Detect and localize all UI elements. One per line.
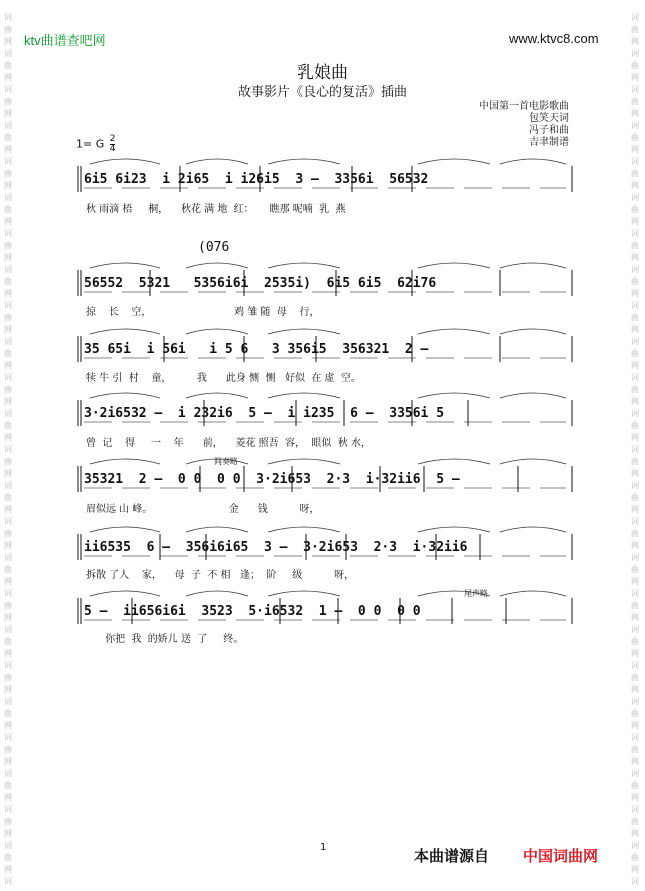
watermark-char: 网	[631, 577, 639, 586]
time-denominator: 4	[109, 144, 116, 154]
watermark-char: 网	[4, 685, 12, 694]
watermark-char: 曲	[631, 313, 639, 322]
watermark-char: 词	[4, 85, 12, 94]
watermark-char: 曲	[631, 565, 639, 574]
watermark-char: 网	[4, 181, 12, 190]
watermark-char: 词	[4, 337, 12, 346]
score-line-1-notes: 6i5 6i23 i 2i65 i i26i5 3 — 3356i 56532	[84, 172, 429, 187]
watermark-char: 网	[631, 757, 639, 766]
slur	[500, 329, 566, 334]
watermark-char: 网	[4, 325, 12, 334]
watermark-char: 曲	[631, 133, 639, 142]
slur	[268, 263, 340, 268]
watermark-char: 网	[631, 505, 639, 514]
watermark-char: 词	[631, 193, 639, 202]
slur	[418, 159, 490, 164]
watermark-char: 曲	[4, 709, 12, 718]
outro-note: 尾声略	[464, 589, 488, 598]
score-line-6-lyrics: 拆散 了人 家， 母 子 不 相 逢； 阶 级 呀，	[86, 570, 355, 581]
score-line-7-notes: 5 — ii656i6i 3523 5·i6532 1 — 0 0 0 0	[84, 604, 421, 619]
watermark-char: 曲	[631, 97, 639, 106]
interlude-note: 间奏略	[214, 457, 238, 466]
page-number: 1	[320, 842, 327, 853]
slur	[418, 329, 490, 334]
watermark-char: 网	[4, 397, 12, 406]
watermark-char: 曲	[631, 673, 639, 682]
watermark-char: 曲	[4, 349, 12, 358]
watermark-char: 词	[4, 769, 12, 778]
slur	[268, 329, 340, 334]
watermark-char: 曲	[4, 385, 12, 394]
site-url[interactable]: www.ktvc8.com	[509, 31, 599, 46]
watermark-char: 词	[631, 229, 639, 238]
watermark-char: 网	[631, 721, 639, 730]
watermark-char: 词	[4, 805, 12, 814]
watermark-char: 网	[4, 865, 12, 874]
score-line-4-lyrics: 曾 记 得 一 年 前， 菱花 照吾 容， 眼似 秋 水，	[86, 438, 371, 449]
slur	[418, 459, 490, 464]
score-line-5-lyrics: 眉似远 山 峰。 金 钱 呀，	[86, 504, 320, 515]
watermark-char: 词	[631, 805, 639, 814]
slur	[90, 159, 160, 164]
watermark-char: 词	[631, 481, 639, 490]
watermark-char: 网	[631, 649, 639, 658]
watermark-char: 网	[4, 505, 12, 514]
watermark-char: 曲	[4, 133, 12, 142]
watermark-char: 曲	[631, 745, 639, 754]
watermark-char: 网	[4, 721, 12, 730]
score-line-2-notes: 56552 5321 5356i6i 2535i) 6i5 6i5 62i76	[84, 276, 437, 291]
watermark-char: 曲	[4, 745, 12, 754]
slur	[186, 329, 248, 334]
watermark-char: 网	[631, 217, 639, 226]
watermark-char: 词	[631, 445, 639, 454]
source-link[interactable]: 中国词曲网	[523, 847, 599, 865]
watermark-char: 词	[4, 193, 12, 202]
watermark-char: 曲	[4, 601, 12, 610]
watermark-char: 网	[631, 73, 639, 82]
watermark-char: 网	[631, 469, 639, 478]
slur	[186, 393, 248, 398]
credit-line: 包笑天词	[529, 113, 569, 124]
watermark-char: 曲	[631, 241, 639, 250]
watermark-char: 词	[631, 337, 639, 346]
watermark-char: 网	[4, 649, 12, 658]
slur	[268, 393, 340, 398]
time-numerator: 2	[109, 134, 116, 144]
watermark-char: 曲	[4, 205, 12, 214]
watermark-char: 词	[631, 85, 639, 94]
watermark-char: 曲	[631, 421, 639, 430]
slur	[268, 459, 340, 464]
slur	[418, 393, 490, 398]
watermark-char: 曲	[631, 205, 639, 214]
watermark-char: 词	[4, 445, 12, 454]
watermark-char: 网	[4, 361, 12, 370]
watermark-char: 词	[4, 373, 12, 382]
watermark-char: 网	[4, 793, 12, 802]
slur	[500, 459, 566, 464]
watermark-char: 曲	[4, 565, 12, 574]
watermark-char: 词	[631, 409, 639, 418]
watermark-char: 词	[4, 589, 12, 598]
watermark-char: 曲	[4, 781, 12, 790]
watermark-char: 曲	[4, 313, 12, 322]
watermark-char: 网	[631, 433, 639, 442]
watermark-char: 曲	[4, 61, 12, 70]
watermark-char: 网	[4, 217, 12, 226]
credit-line: 中国第一首电影歌曲	[479, 101, 569, 112]
slur	[500, 591, 566, 596]
watermark-char: 曲	[631, 457, 639, 466]
watermark-char: 曲	[4, 673, 12, 682]
watermark-char: 曲	[631, 385, 639, 394]
watermark-char: 网	[4, 613, 12, 622]
watermark-char: 网	[631, 253, 639, 262]
watermark-char: 词	[631, 733, 639, 742]
watermark-char: 网	[4, 145, 12, 154]
watermark-char: 网	[631, 109, 639, 118]
slur	[90, 393, 160, 398]
score-line-2-lyrics: 掠 长 空， 鸡 雏 随 母 行，	[86, 307, 320, 318]
watermark-char: 曲	[631, 853, 639, 862]
slur	[268, 591, 340, 596]
watermark-char: 词	[4, 481, 12, 490]
watermark-char: 词	[4, 697, 12, 706]
watermark-char: 网	[631, 865, 639, 874]
watermark-char: 曲	[631, 169, 639, 178]
watermark-char: 曲	[631, 529, 639, 538]
score-line-3-notes: 35 65i i 56i i 5 6 3 356i5 356321 2 —	[84, 342, 429, 357]
watermark-char: 词	[4, 625, 12, 634]
source-label: 本曲谱源自	[414, 847, 490, 865]
watermark-char: 网	[4, 289, 12, 298]
watermark-char: 曲	[4, 457, 12, 466]
song-subtitle: 故事影片《良心的复活》插曲	[237, 85, 407, 100]
watermark-char: 曲	[4, 529, 12, 538]
slur	[186, 459, 248, 464]
watermark-char: 网	[4, 469, 12, 478]
watermark-char: 词	[631, 769, 639, 778]
score-line-6-notes: ii6535 6 — 356i6i65 3 — 3·2i653 2·3 i·32ii6	[84, 540, 468, 555]
watermark-char: 网	[4, 109, 12, 118]
watermark-char: 曲	[631, 709, 639, 718]
slur	[90, 329, 160, 334]
watermark-char: 曲	[4, 97, 12, 106]
watermark-char: 词	[4, 13, 12, 22]
watermark-char: 词	[631, 661, 639, 670]
watermark-char: 词	[4, 229, 12, 238]
watermark-char: 词	[631, 517, 639, 526]
watermark-char: 词	[631, 265, 639, 274]
watermark-char: 曲	[4, 817, 12, 826]
watermark-char: 网	[631, 361, 639, 370]
site-brand[interactable]: ktv曲谱查吧网	[24, 33, 106, 48]
watermark-char: 网	[631, 397, 639, 406]
watermark-char: 词	[631, 13, 639, 22]
slur	[90, 459, 160, 464]
watermark-char: 词	[631, 625, 639, 634]
watermark-char: 网	[631, 37, 639, 46]
slur	[186, 591, 248, 596]
slur	[90, 263, 160, 268]
score-line-5-notes: 35321 2 — 0 0 0 0 3·2i653 2·3 i·32ii6 5 —	[84, 472, 460, 487]
watermark-char: 曲	[631, 493, 639, 502]
watermark-char: 词	[4, 121, 12, 130]
watermark-char: 词	[631, 301, 639, 310]
watermark-char: 词	[4, 517, 12, 526]
watermark-char: 网	[4, 829, 12, 838]
slur	[268, 159, 340, 164]
credit-line: 冯子和曲	[529, 125, 569, 136]
watermark-char: 词	[4, 49, 12, 58]
slur	[268, 527, 340, 532]
watermark-char: 曲	[4, 637, 12, 646]
watermark-char: 曲	[631, 25, 639, 34]
watermark-char: 网	[4, 73, 12, 82]
watermark-char: 网	[631, 181, 639, 190]
song-title: 乳娘曲	[297, 63, 348, 83]
watermark-char: 网	[4, 577, 12, 586]
score-line-2-prefix: (076	[198, 240, 230, 255]
watermark-char: 词	[4, 733, 12, 742]
watermark-char: 曲	[4, 169, 12, 178]
watermark-char: 网	[631, 829, 639, 838]
slur	[500, 159, 566, 164]
watermark-char: 词	[631, 877, 639, 886]
watermark-char: 网	[4, 541, 12, 550]
watermark-char: 曲	[4, 853, 12, 862]
watermark-char: 词	[4, 409, 12, 418]
watermark-char: 曲	[4, 421, 12, 430]
watermark-char: 词	[631, 553, 639, 562]
watermark-char: 网	[631, 289, 639, 298]
slur	[500, 263, 566, 268]
score-line-4-notes: 3·2i6532 — i 232i6 5 — i i235 6 — 3356i 5	[84, 406, 445, 421]
watermark-char: 网	[631, 685, 639, 694]
key-label: 1= G	[76, 137, 105, 151]
watermark-char: 词	[4, 157, 12, 166]
watermark-char: 词	[4, 301, 12, 310]
score-line-1-lyrics: 秋 雨滴 梧 桐， 秋花 满 地 红： 瞧那 呢喃 乳 燕	[86, 204, 346, 215]
watermark-char: 网	[631, 793, 639, 802]
watermark-char: 词	[4, 661, 12, 670]
slur	[90, 527, 160, 532]
watermark-char: 曲	[631, 637, 639, 646]
watermark-char: 词	[4, 265, 12, 274]
watermark-char: 词	[4, 877, 12, 886]
watermark-char: 词	[4, 841, 12, 850]
watermark-char: 曲	[4, 241, 12, 250]
watermark-char: 网	[4, 37, 12, 46]
slur	[186, 159, 248, 164]
watermark-char: 曲	[631, 781, 639, 790]
watermark-char: 词	[631, 841, 639, 850]
watermark-char: 网	[4, 433, 12, 442]
slur	[186, 263, 248, 268]
watermark-char: 曲	[631, 601, 639, 610]
watermark-char: 曲	[631, 277, 639, 286]
watermark-char: 曲	[631, 61, 639, 70]
slur	[418, 263, 490, 268]
watermark-char: 曲	[631, 349, 639, 358]
watermark-char: 词	[631, 697, 639, 706]
watermark-char: 词	[631, 589, 639, 598]
score-line-3-lyrics: 犊 牛 引 村 童， 我 此身 恻 恻 好似 在 虚 空。	[86, 373, 361, 384]
slur	[418, 527, 490, 532]
watermark-char: 网	[4, 253, 12, 262]
watermark-char: 曲	[4, 277, 12, 286]
slur	[500, 527, 566, 532]
watermark-char: 词	[4, 553, 12, 562]
watermark-char: 网	[631, 325, 639, 334]
slur	[418, 591, 490, 596]
watermark-char: 网	[4, 757, 12, 766]
watermark-char: 词	[631, 157, 639, 166]
watermark-char: 曲	[4, 493, 12, 502]
watermark-char: 网	[631, 541, 639, 550]
watermark-char: 网	[631, 613, 639, 622]
watermark-char: 网	[631, 145, 639, 154]
watermark-char: 词	[631, 121, 639, 130]
watermark-char: 词	[631, 49, 639, 58]
watermark-char: 词	[631, 373, 639, 382]
score-line-7-lyrics: 你把 我 的娇儿 送 了 终。	[86, 634, 244, 645]
slur	[186, 527, 248, 532]
slur	[90, 591, 160, 596]
watermark-char: 曲	[4, 25, 12, 34]
watermark-char: 曲	[631, 817, 639, 826]
slur	[500, 393, 566, 398]
credit-line: 吉聿制谱	[529, 137, 569, 148]
